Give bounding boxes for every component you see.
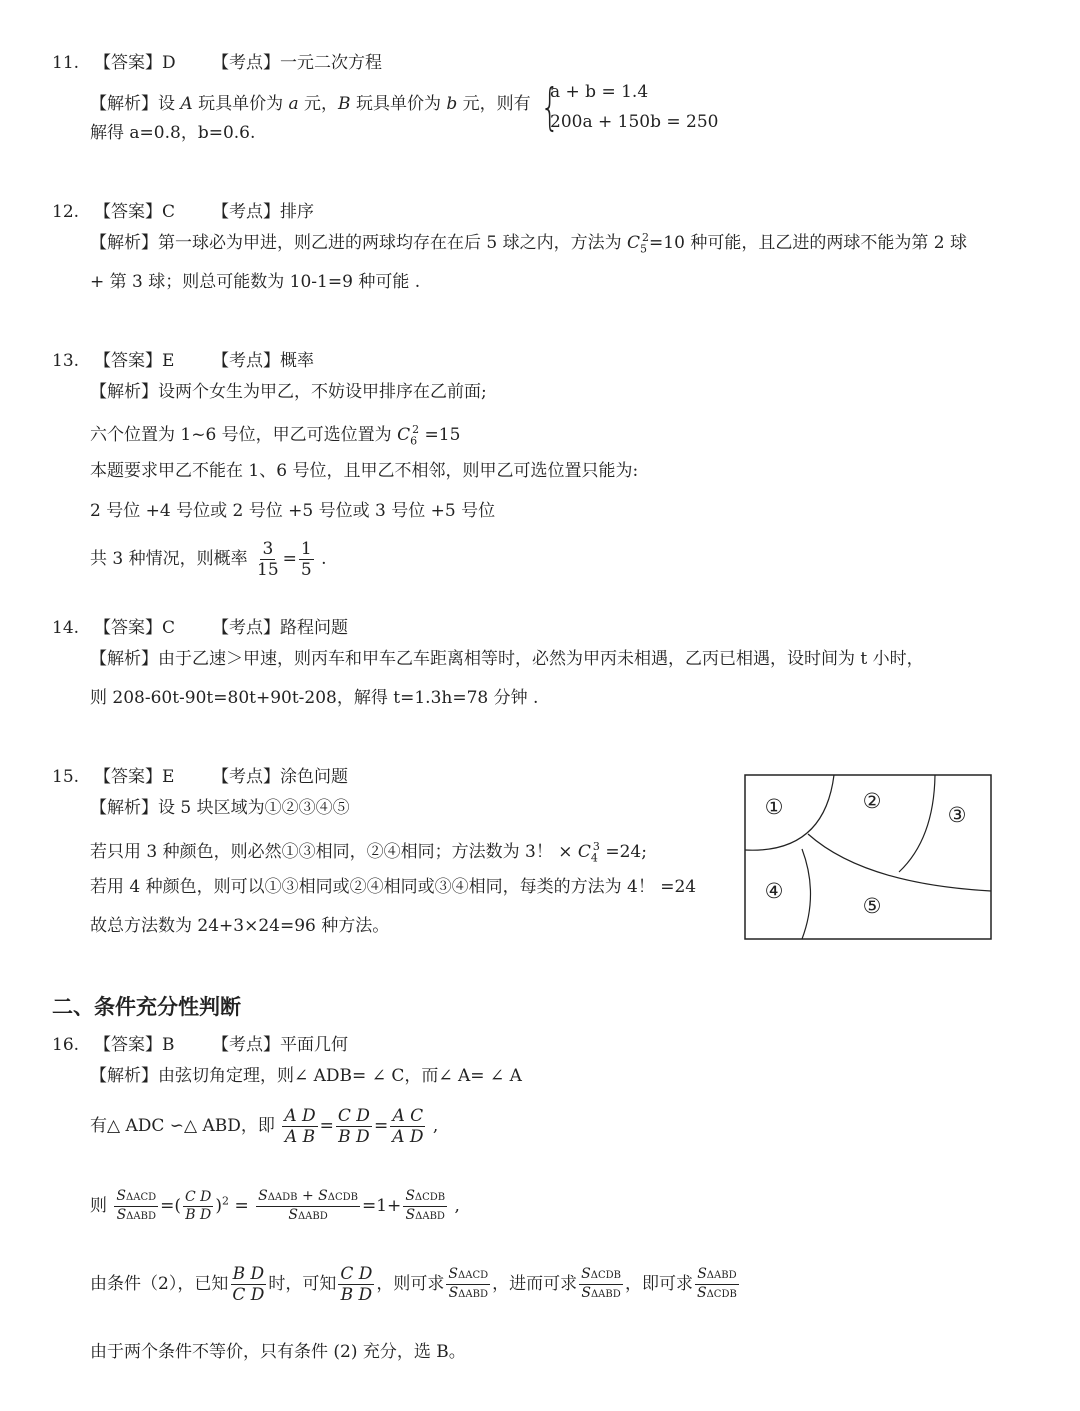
q11-brace: { bbox=[540, 78, 560, 136]
q13-line5: 共 3 种情况，则概率 $\frac{3}{15}$ = $\frac{1}{5}$ . bbox=[90, 539, 327, 580]
q12-line2: + 第 3 球；则总可能数为 10-1=9 种可能 . bbox=[90, 272, 421, 292]
coloring-regions-diagram bbox=[744, 774, 992, 940]
q13-number: 13. bbox=[52, 351, 80, 371]
q15-line3: 若用 4 种颜色，则可以①③相同或②④相同或③④相同，每类的方法为 4！ =24 bbox=[90, 877, 697, 897]
q14-answer: 【答案】C bbox=[94, 618, 176, 638]
q12-analysis: 【解析】第一球必为甲进，则乙进的两球均存在在后 5 球之内，方法为 $C_5^2=10$ 种可能，且乙进的两球不能为第 2 球 bbox=[90, 231, 967, 256]
q13-point: 【考点】概率 bbox=[212, 351, 314, 371]
q16-conclusion: 由于两个条件不等价，只有条件 (2) 充分，选 B。 bbox=[90, 1342, 466, 1362]
q13-line3: 本题要求甲乙不能在 1、6 号位，且甲乙不相邻，则甲乙可选位置只能为: bbox=[90, 461, 639, 481]
q16-similarity: 有△ ADC ∽△ ABD，即 $\frac{\text{A D}}{\text{A B}}$ = $\frac{\text{C D}}{\text{B D}}$ = $\frac{\text{A C}}{\text{A D}}$ , bbox=[90, 1106, 439, 1147]
q12-answer: 【答案】C bbox=[94, 202, 176, 222]
curve-region-4 bbox=[802, 849, 811, 939]
region-4-label: ④ bbox=[764, 879, 784, 903]
region-2-label: ② bbox=[862, 789, 882, 813]
region-5-label: ⑤ bbox=[862, 894, 882, 918]
q16-analysis: 【解析】由弦切角定理，则∠ ADB= ∠ C，而∠ A= ∠ A bbox=[90, 1066, 522, 1086]
q16-answer: 【答案】B bbox=[94, 1035, 175, 1055]
q13-line2: 六个位置为 1~6 号位，甲乙可选位置为 $C_6^2 =15$ bbox=[90, 423, 461, 448]
q12-point: 【考点】排序 bbox=[212, 202, 314, 222]
q16-condition: 由条件（2），已知 $\frac{\text{B D}}{\text{C D}}$ 时，可知 $\frac{\text{C D}}{\text{B D}}$ ，则可求 SΔACD SΔABD ，进而可求 SΔCDB SΔABD ，即可求 SΔABD SΔCDB bbox=[90, 1264, 737, 1305]
q13-analysis: 【解析】设两个女生为甲乙，不妨设甲排序在乙前面; bbox=[90, 382, 487, 402]
q11-number: 11. bbox=[52, 53, 80, 73]
arc-region-1 bbox=[745, 775, 834, 850]
q15-analysis: 【解析】设 5 块区域为①②③④⑤ bbox=[90, 798, 350, 818]
q11-analysis: 【解析】设 A 玩具单价为 a 元，B 玩具单价为 b 元，则有 bbox=[90, 94, 531, 114]
q14-line2: 则 208-60t-90t=80t+90t-208，解得 t=1.3h=78 分钟 . bbox=[90, 688, 539, 708]
q11-equation-1: a + b = 1.4 bbox=[550, 82, 649, 102]
fraction: $\frac{1}{5}$ bbox=[300, 539, 312, 580]
q14-analysis: 【解析】由于乙速＞甲速，则丙车和甲车乙车距离相等时，必然为甲丙未相遇，乙丙已相遇，设时间为 t 小时， bbox=[90, 649, 924, 669]
section-heading: 二、条件充分性判断 bbox=[52, 995, 241, 1019]
q15-point: 【考点】涂色问题 bbox=[212, 767, 348, 787]
fraction: $\frac{3}{15}$ bbox=[257, 539, 279, 580]
q15-line2: 若只用 3 种颜色，则必然①③相同，②④相同；方法数为 3！ × $C_4^3 =24$; bbox=[90, 840, 647, 865]
q16-point: 【考点】平面几何 bbox=[212, 1035, 348, 1055]
curve-region-3 bbox=[899, 775, 935, 872]
region-1-label: ① bbox=[764, 795, 784, 819]
q15-line4: 故总方法数为 24+3×24=96 种方法。 bbox=[90, 916, 390, 936]
q16-area-ratio: 则 SΔACD SΔABD =( $\frac{\text{C D}}{\text{B D}}$ )$^2$ = SΔADB + SΔCDB SΔABD =1+ SΔCDB SΔABD , bbox=[90, 1188, 460, 1223]
q15-answer: 【答案】E bbox=[94, 767, 175, 787]
region-3-label: ③ bbox=[947, 803, 967, 827]
curve-region-5 bbox=[808, 834, 991, 891]
q16-number: 16. bbox=[52, 1035, 80, 1055]
q11-point: 【考点】一元二次方程 bbox=[212, 53, 382, 73]
q13-answer: 【答案】E bbox=[94, 351, 175, 371]
q11-answer: 【答案】D bbox=[94, 53, 176, 73]
q14-point: 【考点】路程问题 bbox=[212, 618, 348, 638]
q12-number: 12. bbox=[52, 202, 80, 222]
q15-number: 15. bbox=[52, 767, 80, 787]
q11-result: 解得 a=0.8，b=0.6. bbox=[90, 123, 256, 143]
q14-number: 14. bbox=[52, 618, 80, 638]
q13-line4: 2 号位 +4 号位或 2 号位 +5 号位或 3 号位 +5 号位 bbox=[90, 501, 496, 521]
q11-equation-2: 200a + 150b = 250 bbox=[550, 112, 719, 132]
